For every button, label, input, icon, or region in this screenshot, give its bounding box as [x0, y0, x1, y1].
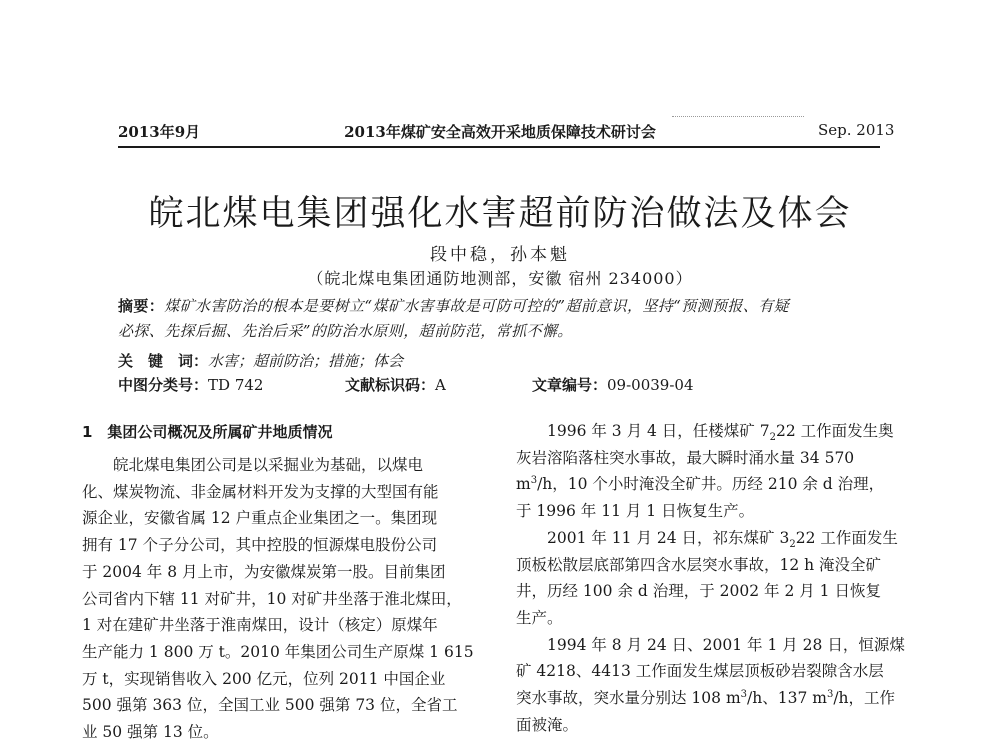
- paragraph-line: 1996 年 3 月 4 日，任楼煤矿 $7_222$ 工作面发生奥: [516, 422, 894, 444]
- header-dotted-mark: [672, 116, 804, 117]
- paragraph-line: 井，历经 100 余 d 治理，于 2002 年 2 月 1 日恢复: [516, 582, 881, 601]
- doc-value: A: [435, 376, 446, 394]
- paragraph-line: 源企业，安徽省属 12 户重点企业集团之一。集团现: [82, 509, 438, 528]
- paragraph-line: 业 50 强第 13 位。: [82, 723, 219, 742]
- header-rule: [118, 146, 880, 148]
- paragraph-line: 2001 年 11 月 24 日，祁东煤矿 $3_222$ 工作面发生: [516, 528, 898, 550]
- paper-title: 皖北煤电集团强化水害超前防治做法及体会: [148, 194, 852, 234]
- authors: 段中稳，孙本魁: [430, 245, 570, 265]
- section-heading-1: 1 集团公司概况及所属矿井地质情况: [82, 423, 333, 441]
- clc-number: [118, 374, 263, 395]
- paragraph-line: 化、煤炭物流、非金属材料开发为支撑的大型国有能: [82, 482, 439, 501]
- doc-code: [345, 374, 446, 395]
- abstract-line-2: 必探、先探后掘、先治后采”的防治水原则，超前防范，常抓不懈。: [118, 322, 573, 340]
- clc-value: TD 742: [208, 376, 264, 394]
- clc-label: 中图分类号：: [118, 376, 209, 394]
- article-value: 09-0039-04: [607, 376, 694, 394]
- paragraph-line: $m^3/h$，10 个小时淹没全矿井。历经 210 余 d 治理，: [516, 475, 885, 494]
- doc-label: 文献标识码：: [345, 376, 436, 394]
- paragraph-line: 突水事故，突水量分别达 108 $m^3/h$、137 $m^3/h$，工作: [516, 688, 896, 708]
- paragraph-line: 灰岩溶陷落柱突水事故，最大瞬时涌水量 34 570: [516, 448, 855, 467]
- article-label: 文章编号：: [532, 376, 608, 394]
- paragraph-line: 皖北煤电集团公司是以采掘业为基础，以煤电: [82, 456, 424, 474]
- keywords-label: 关 键 词：: [118, 352, 209, 370]
- affiliation: （皖北煤电集团通防地测部，安徽 宿州 234000）: [307, 269, 693, 288]
- article-number: [532, 374, 694, 395]
- paragraph-line: 于 1996 年 11 月 1 日恢复生产。: [516, 502, 755, 521]
- abstract-label: 摘要：: [118, 297, 165, 315]
- keywords-text: 水害；超前防治；措施；体会: [208, 352, 404, 370]
- paragraph-line: 矿 4218、4413 工作面发生煤层顶板砂岩裂隙含水层: [516, 662, 884, 681]
- paragraph-line: 生产能力 1 800 万 t。2010 年集团公司生产原煤 1 615: [82, 642, 474, 661]
- abstract: [118, 295, 789, 316]
- paragraph-line: 500 强第 363 位，全国工业 500 强第 73 位，全省工: [82, 696, 458, 715]
- paragraph-line: 公司省内下辖 11 对矿井，10 对矿井坐落于淮北煤田，: [82, 589, 462, 608]
- right-column: [516, 418, 905, 738]
- header-date-en: Sep. 2013: [818, 121, 895, 139]
- abstract-line-1: 煤矿水害防治的根本是要树立“煤矿水害事故是可防可控的”超前意识，坚持“预测预报、有疑: [164, 297, 790, 315]
- header-date-cn: 2013年9月: [118, 123, 201, 141]
- paragraph-line: 1 对在建矿井坐落于淮南煤田，设计（核定）原煤年: [82, 616, 438, 635]
- header-conference: 2013年煤矿安全高效开采地质保障技术研讨会: [344, 123, 656, 141]
- paragraph-line: 顶板松散层底部第四含水层突水事故，12 h 淹没全矿: [516, 555, 882, 574]
- paragraph-line: 1994 年 8 月 24 日、2001 年 1 月 28 日，恒源煤: [516, 635, 905, 654]
- left-column: [82, 452, 474, 746]
- paragraph-line: 万 t，实现销售收入 200 亿元，位列 2011 中国企业: [82, 669, 446, 688]
- keywords: [118, 350, 403, 371]
- paragraph-line: 于 2004 年 8 月上市，为安徽煤炭第一股。目前集团: [82, 562, 446, 581]
- paragraph-line: 拥有 17 个子分公司，其中控股的恒源煤电股份公司: [82, 536, 438, 555]
- paragraph-line: 面被淹。: [516, 715, 579, 734]
- paragraph-line: 生产。: [516, 608, 563, 627]
